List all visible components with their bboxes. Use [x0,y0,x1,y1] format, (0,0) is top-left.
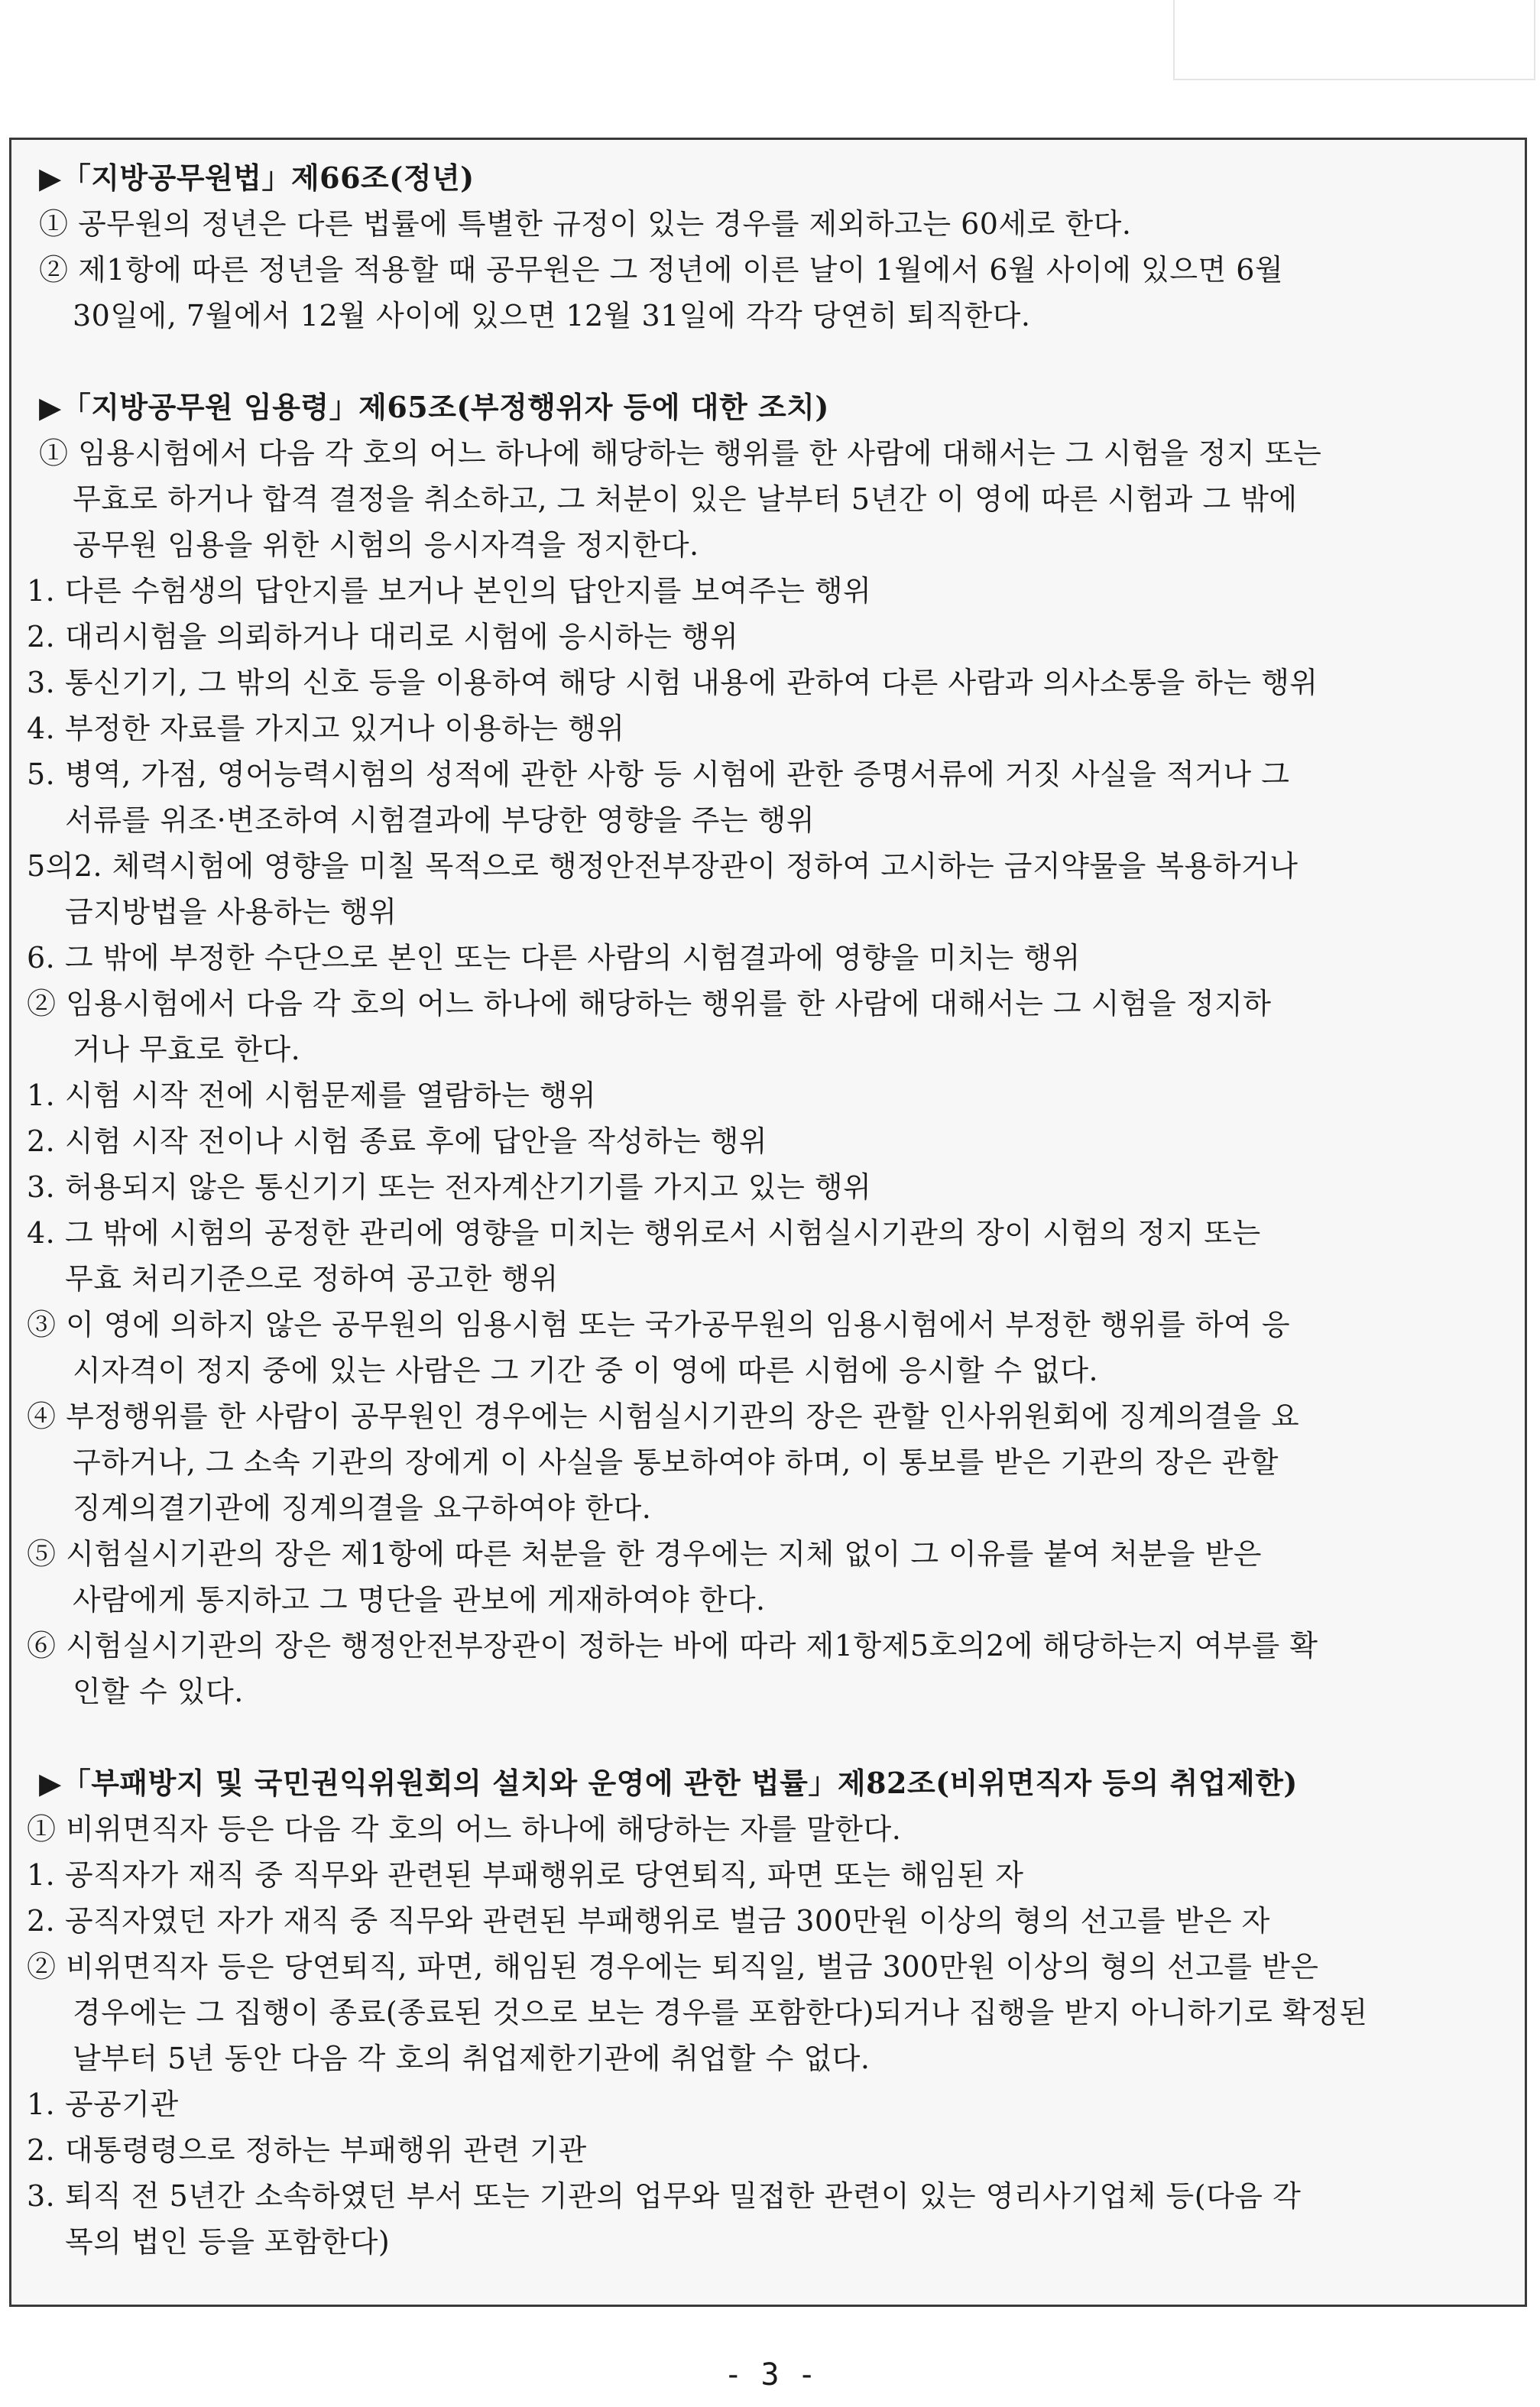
text-line: ① 공무원의 정년은 다른 법률에 특별한 규정이 있는 경우를 제외하고는 60세로 한다. [39,207,1132,241]
text-line: 1. 공공기관 [27,2087,179,2121]
text-line: 공무원 임용을 위한 시험의 응시자격을 정지한다. [73,528,699,562]
text-line: 1. 공직자가 재직 중 직무와 관련된 부패행위로 당연퇴직, 파면 또는 해임된 자 [27,1858,1024,1892]
text-line: 징계의결기관에 징계의결을 요구하여야 한다. [73,1491,652,1525]
text-line: ② 임용시험에서 다음 각 호의 어느 하나에 해당하는 행위를 한 사람에 대해서는 그 시험을 정지하 [27,987,1272,1020]
section-heading: ▶「부패방지 및 국민권익위원회의 설치와 운영에 관한 법률」제82조(비위면직자 등의 취업제한) [39,1766,1298,1800]
text-line: 1. 다른 수험생의 답안지를 보거나 본인의 답안지를 보여주는 행위 [27,574,872,608]
text-line: 경우에는 그 집행이 종료(종료된 것으로 보는 경우를 포함한다)되거나 집행을 받지 아니하기로 확정된 [73,1996,1368,2029]
text-line: 서류를 위조·변조하여 시험결과에 부당한 영향을 주는 행위 [65,803,815,837]
text-line: ② 비위면직자 등은 당연퇴직, 파면, 해임된 경우에는 퇴직일, 벌금 300만원 이상의 형의 선고를 받은 [27,1950,1319,1984]
text-line: 구하거나, 그 소속 기관의 장에게 이 사실을 통보하여야 하며, 이 통보를 받은 기관의 장은 관할 [73,1445,1279,1479]
text-line: 금지방법을 사용하는 행위 [65,895,397,929]
text-line: 3. 통신기기, 그 밖의 신호 등을 이용하여 해당 시험 내용에 관하여 다른 사람과 의사소통을 하는 행위 [27,666,1318,699]
section-heading: ▶「지방공무원법」제66조(정년) [39,161,475,195]
text-line: 시자격이 정지 중에 있는 사람은 그 기간 중 이 영에 따른 시험에 응시할 수 없다. [73,1354,1099,1387]
text-line: 3. 퇴직 전 5년간 소속하였던 부서 또는 기관의 업무와 밀접한 관련이 있는 영리사기업체 등(다음 각 [27,2179,1302,2213]
section-heading: ▶「지방공무원 임용령」제65조(부정행위자 등에 대한 조치) [39,390,829,424]
text-line: 2. 시험 시작 전이나 시험 종료 후에 답안을 작성하는 행위 [27,1124,768,1158]
text-line: 2. 대리시험을 의뢰하거나 대리로 시험에 응시하는 행위 [27,620,739,654]
text-line: 5의2. 체력시험에 영향을 미칠 목적으로 행정안전부장관이 정하여 고시하는 금지약물을 복용하거나 [27,849,1298,883]
text-line: 인할 수 있다. [73,1675,244,1708]
text-line: 무효로 하거나 합격 결정을 취소하고, 그 처분이 있은 날부터 5년간 이 영에 따른 시험과 그 밖에 [73,482,1298,516]
text-line: 6. 그 밖에 부정한 수단으로 본인 또는 다른 사람의 시험결과에 영향을 미치는 행위 [27,941,1081,975]
text-line: 5. 병역, 가점, 영어능력시험의 성적에 관한 사항 등 시험에 관한 증명서류에 거짓 사실을 적거나 그 [27,757,1290,791]
text-line: ⑤ 시험실시기관의 장은 제1항에 따른 처분을 한 경우에는 지체 없이 그 이유를 붙여 처분을 받은 [27,1537,1262,1571]
text-line: ① 비위면직자 등은 다음 각 호의 어느 하나에 해당하는 자를 말한다. [27,1812,902,1846]
text-line: ② 제1항에 따른 정년을 적용할 때 공무원은 그 정년에 이른 날이 1월에서 6월 사이에 있으면 6월 [39,253,1284,287]
text-line: 사람에게 통지하고 그 명단을 관보에 게재하여야 한다. [73,1583,766,1617]
header-blank-box [1173,0,1535,80]
text-line: 2. 공직자였던 자가 재직 중 직무와 관련된 부패행위로 벌금 300만원 이상의 형의 선고를 받은 자 [27,1904,1270,1938]
text-line: 3. 허용되지 않은 통신기기 또는 전자계산기기를 가지고 있는 행위 [27,1170,872,1204]
text-line: 무효 처리기준으로 정하여 공고한 행위 [65,1262,559,1296]
text-line: 30일에, 7월에서 12월 사이에 있으면 12월 31일에 각각 당연히 퇴직한다. [73,299,1031,333]
text-line: 4. 부정한 자료를 가지고 있거나 이용하는 행위 [27,712,625,745]
page-number: - 3 - [724,2357,816,2392]
text-line: 날부터 5년 동안 다음 각 호의 취업제한기관에 취업할 수 없다. [73,2042,871,2075]
text-line: ④ 부정행위를 한 사람이 공무원인 경우에는 시험실시기관의 장은 관할 인사위원회에 징계의결을 요 [27,1400,1300,1433]
text-line: ③ 이 영에 의하지 않은 공무원의 임용시험 또는 국가공무원의 임용시험에서 부정한 행위를 하여 응 [27,1308,1291,1341]
law-excerpt-box [9,138,1527,2307]
text-line: 1. 시험 시작 전에 시험문제를 열람하는 행위 [27,1079,597,1112]
text-line: 2. 대통령령으로 정하는 부패행위 관련 기관 [27,2133,587,2167]
text-line: ⑥ 시험실시기관의 장은 행정안전부장관이 정하는 바에 따라 제1항제5호의2에 해당하는지 여부를 확 [27,1629,1318,1663]
text-line: 4. 그 밖에 시험의 공정한 관리에 영향을 미치는 행위로서 시험실시기관의 장이 시험의 정지 또는 [27,1216,1261,1250]
text-line: ① 임용시험에서 다음 각 호의 어느 하나에 해당하는 행위를 한 사람에 대해서는 그 시험을 정지 또는 [39,436,1322,470]
text-line: 목의 법인 등을 포함한다) [65,2225,391,2259]
text-line: 거나 무효로 한다. [73,1033,301,1066]
